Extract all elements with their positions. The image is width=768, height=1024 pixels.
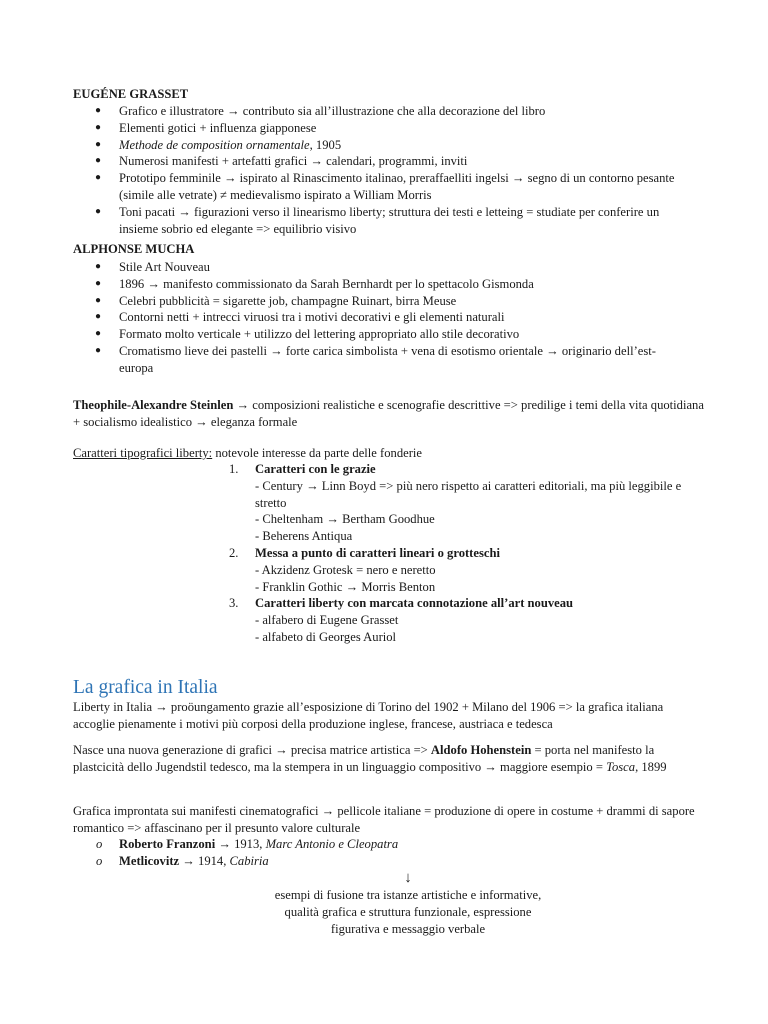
bullet-icon: ● xyxy=(95,261,102,272)
grasset-list xyxy=(73,103,678,237)
tosca-title: Tosca xyxy=(606,759,636,774)
list-item: o Metlicovitz → 1914, Cabiria xyxy=(96,853,269,868)
bullet-icon: ● xyxy=(95,138,102,150)
list-item: ● Celebri pubblicità = sigarette job, champagne Ruinart, birra Meuse xyxy=(95,293,457,308)
list-item: ● Prototipo femminile → ispirato al Rinascimento italinao, preraffaelliti ingelsi → segno di un contorno pesante (simile alle vetrate) ≠ medievalismo ispirato a William Morris xyxy=(95,171,675,202)
hohenstein-name: Aldofo Hohenstein xyxy=(430,743,532,757)
list-item: ● Grafico e illustratore → contributo sia all’illustrazione che alla decorazione del libro xyxy=(95,104,546,118)
list-item: ● Cromatismo lieve dei pastelli → forte carica simbolista + vena di esotismo orientale → originario dell’est-europa xyxy=(95,343,656,375)
bullet-icon: ● xyxy=(95,121,102,133)
bullet-icon: ● xyxy=(95,328,102,340)
bullet-icon: ● xyxy=(95,311,102,323)
bullet-icon: ● xyxy=(95,205,102,217)
list-item: 1. Caratteri con le grazie - Century → Linn Boyd => più nero rispetto ai caratteri editoriali, ma più leggibile e stretto - Cheltenham → Bertham Goodhue - Beherens Antiqua xyxy=(229,462,682,544)
list-item: ● Toni pacati → figurazioni verso il linearismo liberty; struttura dei testi e letteing = studiate per conferire un insieme sobrio ed elegante => equilibrio visivo xyxy=(95,204,660,236)
conclusion-line: esempi di fusione tra istanze artistiche e informative, xyxy=(274,888,542,902)
list-item: ● Methode de composition ornamentale, 1905 xyxy=(95,137,342,152)
bullet-icon: ● xyxy=(95,344,102,356)
mucha-heading: ALPHONSE MUCHA xyxy=(73,242,195,256)
circle-bullet-icon: o xyxy=(96,853,103,868)
bullet-icon: ● xyxy=(95,105,102,116)
section-title: La grafica in Italia xyxy=(73,677,218,698)
examples-list xyxy=(73,836,573,870)
typography-intro: Caratteri tipografici liberty: notevole interesse da parte delle fonderie xyxy=(73,446,422,460)
bullet-icon: ● xyxy=(95,172,102,184)
bullet-icon: ● xyxy=(95,294,102,306)
bullet-icon: ● xyxy=(95,155,102,167)
bullet-icon: ● xyxy=(95,277,102,289)
conclusion-line: qualità grafica e struttura funzionale, espressione xyxy=(284,905,532,919)
list-item: 2. Messa a punto di caratteri lineari o grotteschi - Akzidenz Grotesk = nero e neretto - Franklin Gothic → Morris Benton xyxy=(229,545,500,594)
circle-bullet-icon: o xyxy=(96,837,103,851)
grasset-heading: EUGÉNE GRASSET xyxy=(73,87,189,101)
list-item: ● 1896 → manifesto commissionato da Sarah Bernhardt per lo spettacolo Gismonda xyxy=(95,276,534,291)
typography-label: Caratteri tipografici liberty: xyxy=(73,446,213,460)
list-item: ● Contorni netti + intrecci viruosi tra i motivi decorativi e gli elementi naturali xyxy=(95,310,505,325)
list-item: ● Numerosi manifesti + artefatti grafici → calendari, programmi, inviti xyxy=(95,154,468,169)
typography-list xyxy=(229,461,699,646)
italia-paragraph-1: Liberty in Italia → proöungamento grazie all’esposizione di Torino del 1902 + Milano del 1906 => la grafica italiana accoglie pienamente i motivi più corposi della produzione inglese, francese, austriaca e tedesca xyxy=(73,700,664,731)
conclusion-line: figurativa e messaggio verbale xyxy=(330,922,486,936)
down-arrow-icon: ↓ xyxy=(404,870,412,886)
list-item: ● Elementi gotici + influenza giapponese xyxy=(95,120,317,135)
mucha-list xyxy=(73,259,678,377)
italia-paragraph-3: Grafica improntata sui manifesti cinematografici → pellicole italiane = produzione di opere in costume + drammi di sapore romantico => affascinano per il presunto valore culturale xyxy=(73,804,695,835)
book-title: Methode de composition ornamentale xyxy=(119,137,310,152)
list-item: ● Stile Art Nouveau xyxy=(95,260,210,274)
list-item: 3. Caratteri liberty con marcata connotazione all’art nouveau - alfabero di Eugene Grasset - alfabeto di Georges Auriol xyxy=(229,596,574,644)
steinlen-name: Theophile-Alexandre Steinlen xyxy=(73,398,234,412)
list-item: ● Formato molto verticale + utilizzo del lettering appropriato allo stile decorativo xyxy=(95,327,520,342)
steinlen-paragraph: Theophile-Alexandre Steinlen → composizioni realistiche e scenografie descrittive => predilige i temi della vita quotidiana + socialismo idealistico → eleganza formale xyxy=(73,398,704,429)
italia-paragraph-2: Nasce una nuova generazione di grafici → precisa matrice artistica => Aldofo Hohenstein = porta nel manifesto la plastcicità dello Jugendstil tedesco, ma la stempera in un linguaggio compositivo → maggiore esempio = Tosca, 1899 xyxy=(73,743,667,774)
list-item: o Roberto Franzoni → 1913, Marc Antonio e Cleopatra xyxy=(96,837,399,851)
